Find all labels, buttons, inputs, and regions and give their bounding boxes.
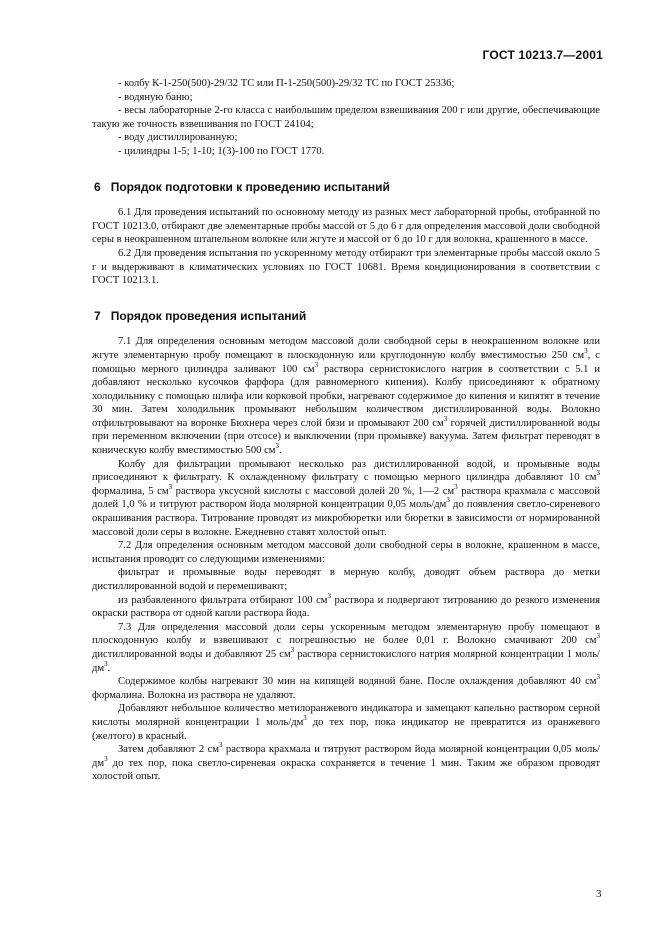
document-body [92,77,600,784]
paragraph-7-1: 7.1 Для определения основным методом массовой доли свободной серы в неокрашенном волокне или жгуте элементарную пробу помещают в плоскодонную или круглодонную колбу вместимостью 250 $см^3$, с помощью мерного цилиндра заливают 100 $см^3$ раствора сернистокислого натрия в соответствии с 5.1 и добавляют несколько кусочков фарфора (для равномерного кипения). Колбу присоединяют к обратному холодильнику с помощью шлифа или корковой пробки, нагревают содержимое до кипения и кипятят в течение 30 мин. Затем холодильник промывают небольшим количеством дистиллированной воды. Волокно отфильтровывают на воронке Бюхнера через слой бязи и промывают 200 $см^3$ горячей дистиллированной воды при переменном включении (при отсосе) и выключении (при промывке) вакуума. Затем фильтрат переводят в коническую колбу вместимостью 500 $см^3$. [92,336,601,457]
section-number: 6 [94,179,101,194]
list-item: - колбу К-1-250(500)-29/32 ТС или П-1-250(500)-29/32 ТС по ГОСТ 25336; [118,78,455,89]
section-heading: Порядок проведения испытаний [110,308,307,323]
list-item: - весы лабораторные 2-го класса с наибольшим пределом взвешивания 200 г или другие, обеспечивающие такую же точность взвешивания по ГОСТ 24104; [92,105,600,130]
list-item: - цилиндры 1-5; 1-10; 1(3)-100 по ГОСТ 1770. [118,145,325,157]
paragraph-7-3: 7.3 Для определения массовой доли серы ускоренным методом элементарную пробу помещают в плоскодонную колбу и взвешивают с погрешностью не более 0,01 г. Волокно смачивают 200 $см^3$ дистиллированной воды и добавляют 25 $см^3$ раствора сернистокислого натрия молярной концентрации 1 моль/$дм^3$. [92,621,600,674]
document-header: ГОСТ 10213.7—2001 [482,48,603,62]
section-number: 7 [94,308,101,323]
paragraph-filtration: Колбу для фильтрации промывают несколько раз дистиллированной водой, и промывные воды присоединяют к фильтрату. К охлажденному фильтрату с помощью мерного цилиндра добавляют 10 $см^3$ формалина, 5 $см^3$ раствора уксусной кислоты с массовой долей 20 %, 1—2 $см^3$ раствора крахмала с массовой долей 1,0 % и титруют раствором йода молярной концентрации 0,05 моль/$дм^3$ до появления светло-сиреневого окрашивания раствора. Титрование проводят из микробюретки или бюретки в зависимости от нормированной массовой доли серы в волокне. Ежедневно ставят холостой опыт. [92,458,601,538]
paragraph-heating: Содержимое колбы нагревают 30 мин на кипящей водяной бане. После охлаждения добавляют 40 $см^3$ формалина. Волокна из раствора не удаляют. [92,673,600,701]
list-item: - водяную баню; [118,91,193,103]
paragraph-indicator: Добавляют небольшое количество метилоранжевого индикатора и замещают капельно раствором серной кислоты молярной концентрации 1 моль/$дм^3$ до тех пор, пока индикатор не превратится из оранжевого (желтого) в красный. [92,703,600,742]
paragraph-6-2: 6.2 Для проведения испытания по ускоренному методу отбирают три элементарные пробы массой около 5 г и выдерживают в климатических условиях по ГОСТ 10681. Время кондиционирования в соответствии с ГОСТ 10213.1. [92,247,600,287]
paragraph-7-2: 7.2 Для определения основным методом массовой доли свободной серы в волокне, крашенном в массе, испытания проводят со следующими изменениями: [92,540,600,565]
paragraph-6-1: 6.1 Для проведения испытаний по основному методу из разных мест лабораторной пробы, отобранной по ГОСТ 10213.0, отбирают две элементарные пробы массой от 5 до 6 г для определения массовой доли свободной серы в неокрашенном штапельном волокне или жгуте и массой от 6 до 10 г для волокна, крашенного в массе. [92,207,600,246]
page-number: 3 [596,888,602,900]
paragraph-filtrate: фильтрат и промывные воды переводят в мерную колбу, доводят объем раствора до метки дистиллированной водой и перемешивают; [92,567,600,592]
list-item: - воду дистиллированную; [118,132,238,144]
paragraph-titration: Затем добавляют 2 $см^3$ раствора крахмала и титруют раствором йода молярной концентрации 0,05 моль/$дм^3$ до тех пор, пока светло-сиреневая окраска сохраняется в течение 1 мин. Таким же образом проводят холостой опыт. [92,741,601,783]
section-7-title [94,310,600,324]
paragraph-diluted: из разбавленного фильтрата отбирают 100 $см^3$ раствора и подвергают титрованию до резкого изменения окраски раствора от одной капли раствора йода. [92,591,600,620]
section-heading: Порядок подготовки к проведению испытаний [110,179,390,194]
equipment-list [92,77,600,159]
section-6-title [94,181,600,195]
